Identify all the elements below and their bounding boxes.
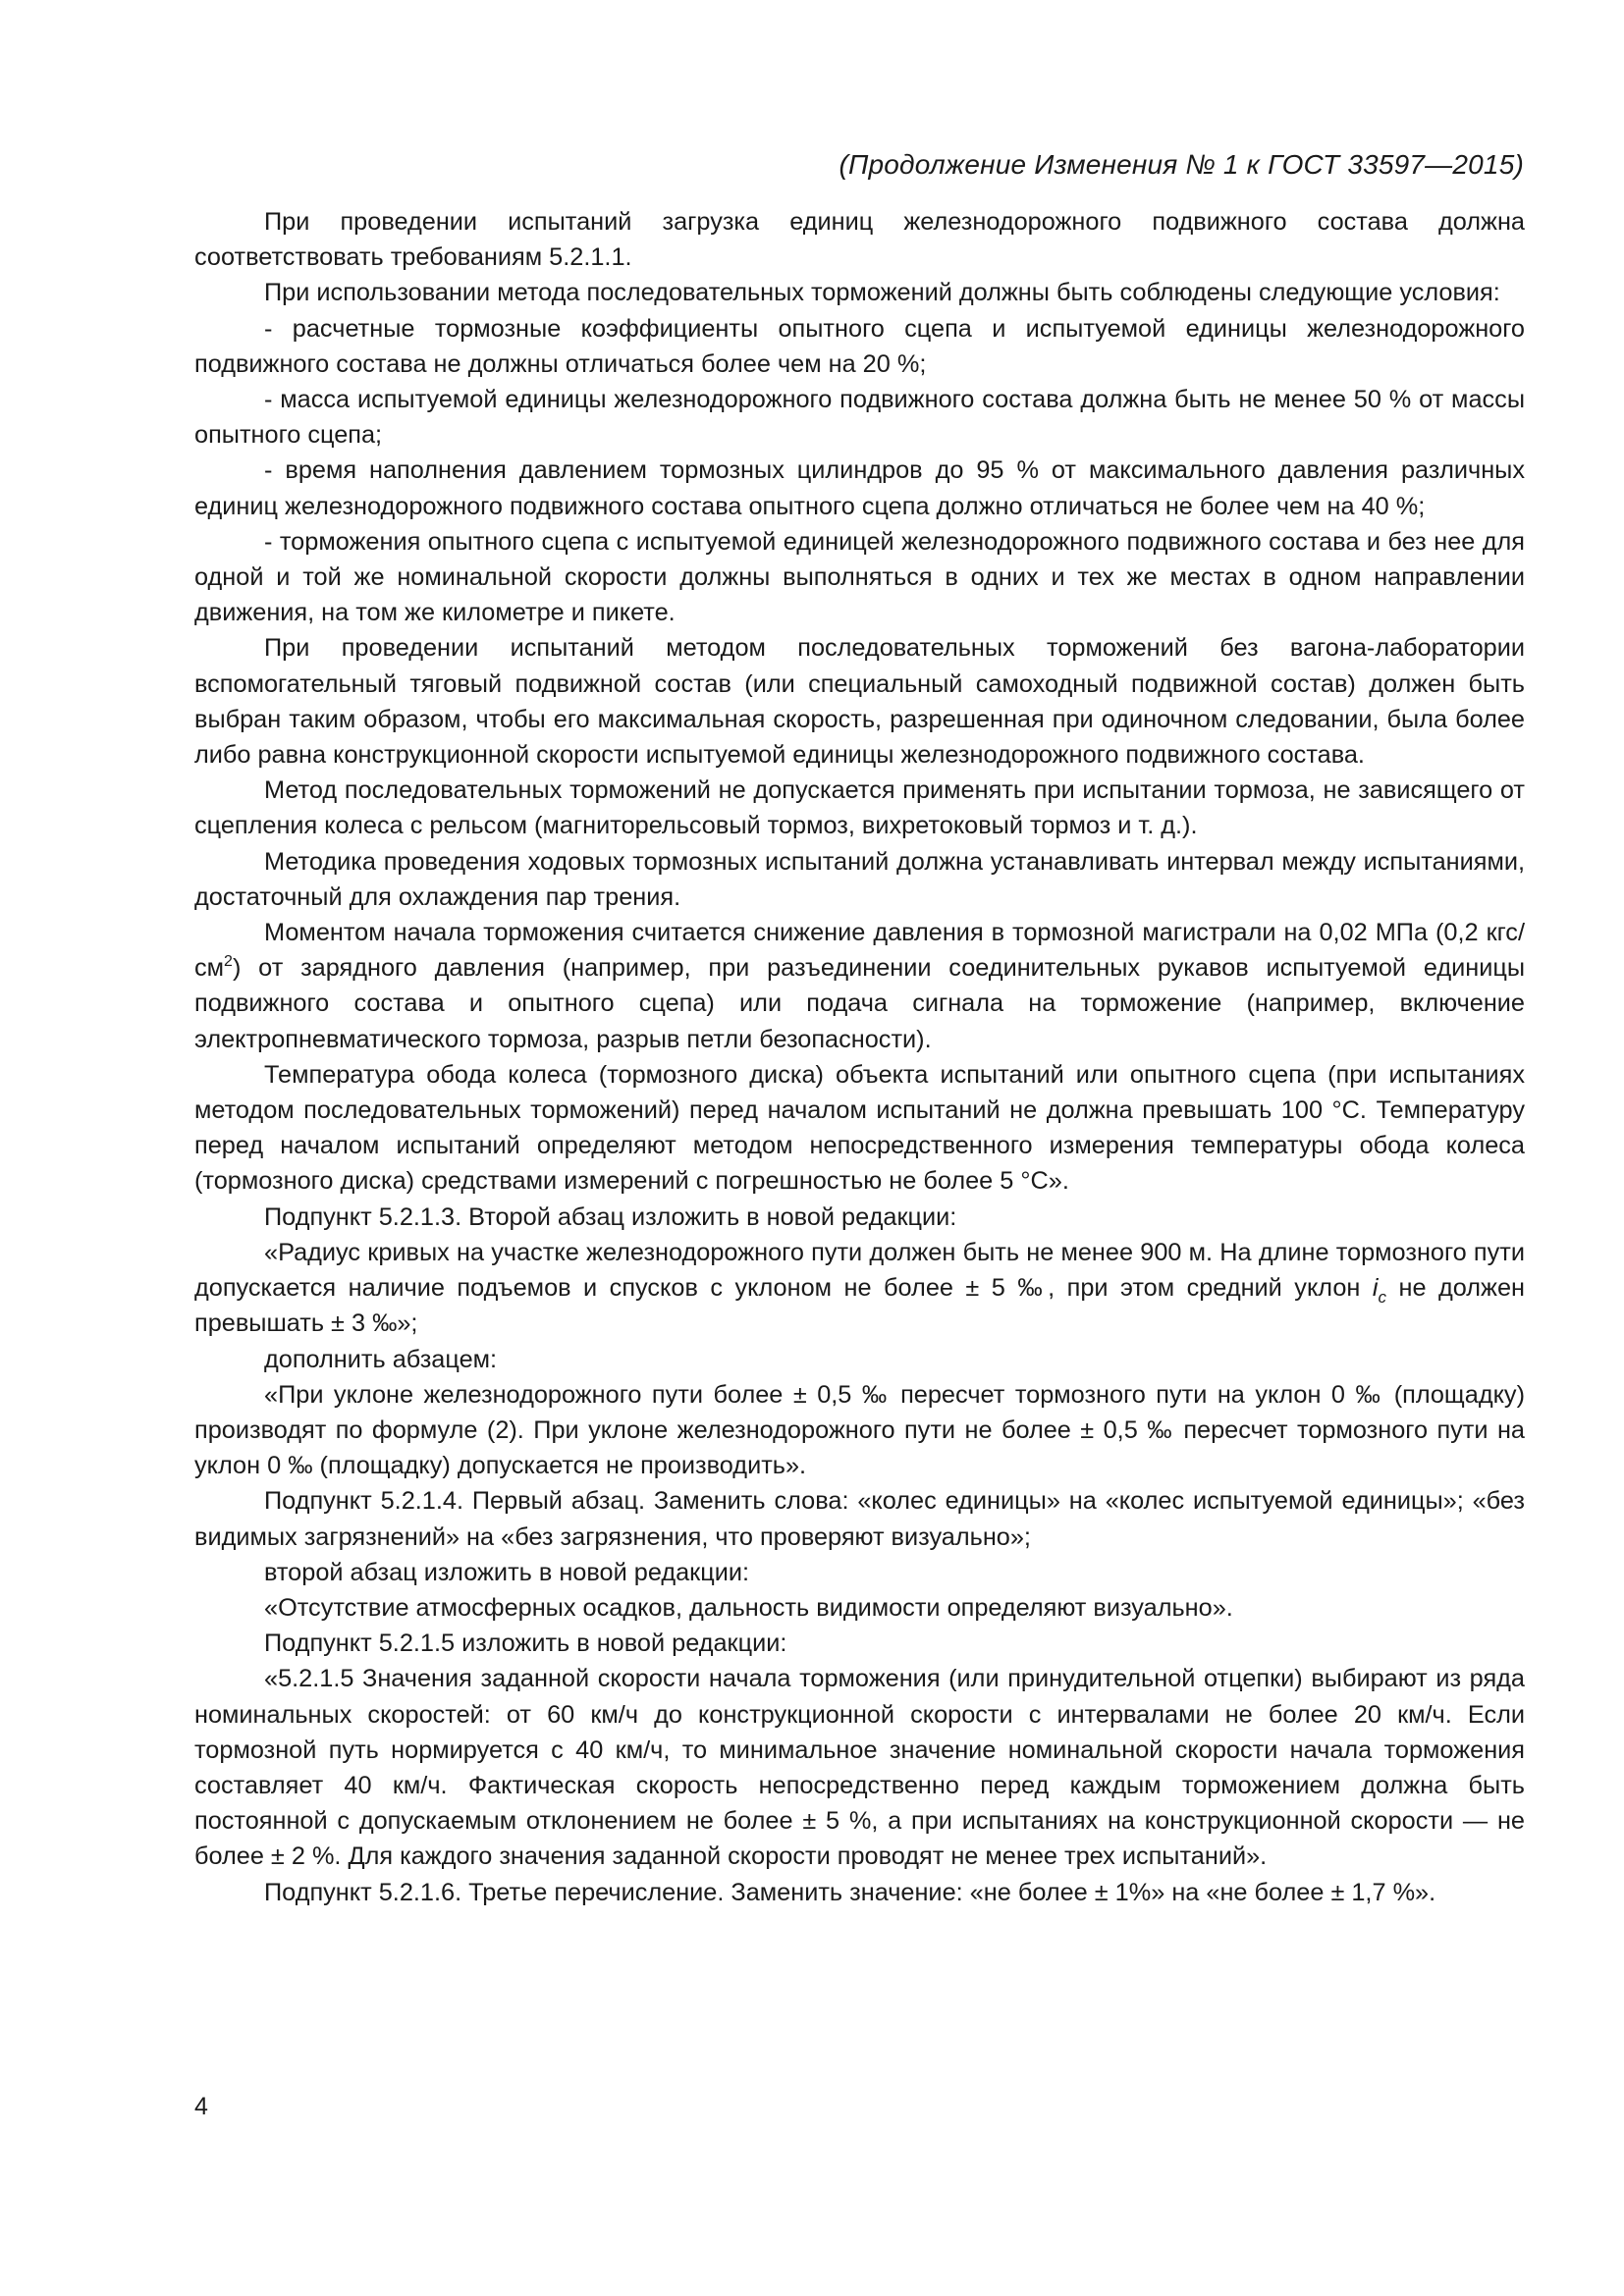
- paragraph: При использовании метода последовательных торможений должны быть соблюдены следующие условия:: [264, 279, 1500, 307]
- list-item: - масса испытуемой единицы железнодорожного подвижного состава должна быть не менее 50 % от массы опытного сцепа;: [194, 386, 1525, 450]
- paragraph: «5.2.1.5 Значения заданной скорости начала торможения (или принудительной отцепки) выбирают из ряда номинальных скоростей: от 60 км/ч до конструкционной скорости с интервалами не более 20 км/ч. Если тормозной путь нормируется с 40 км/ч, то минимальное значение номинальной скорости начала торможения составляет 40 км/ч. Фактическая скорость непосредственно перед каждым торможением должна быть постоянной с допускаемым отклонением не более ± 5 %, а при испытаниях на конструкционной скорости — не более ± 2 %. Для каждого значения заданной скорости проводят не менее трех испытаний».: [194, 1665, 1525, 1871]
- text-run: Моментом начала торможения считается снижение давления в тормозной магистрали на 0,02 МПа (0,2 кгс/см: [194, 919, 1525, 983]
- running-header: (Продолжение Изменения № 1 к ГОСТ 33597—2015): [839, 149, 1524, 180]
- paragraph-curve-radius: [194, 1235, 1525, 1342]
- variable-i: i: [1372, 1274, 1379, 1303]
- superscript: 2: [224, 953, 233, 971]
- paragraph: Подпункт 5.2.1.5 изложить в новой редакции:: [264, 1629, 787, 1658]
- paragraph: «Отсутствие атмосферных осадков, дальность видимости определяют визуально».: [264, 1593, 1233, 1622]
- paragraph: Метод последовательных торможений не допускается применять при испытании тормоза, не зависящего от сцепления колеса с рельсом (магниторельсовый тормоз, вихретоковый тормоз и т. д.).: [194, 776, 1525, 840]
- paragraph: При проведении испытаний методом последовательных торможений без вагона-лаборатории вспомогательный тяговый подвижной состав (или специальный самоходный подвижной состав) должен быть выбран таким образом, чтобы его максимальная скорость, разрешенная при одиночном следовании, была более либо равна конструкционной скорости испытуемой единицы железнодорожного подвижного состава.: [194, 634, 1525, 770]
- list-item: - торможения опытного сцепа с испытуемой единицей железнодорожного подвижного состава и без нее для одной и той же номинальной скорости должны выполняться в одних и тех же местах в одном направлении движения, на том же километре и пикете.: [194, 527, 1525, 627]
- page-number: 4: [194, 2093, 208, 2120]
- list-item: - расчетные тормозные коэффициенты опытного сцепа и испытуемой единицы железнодорожного подвижного состава не должны отличаться более чем на 20 %;: [194, 314, 1525, 378]
- list-item: - время наполнения давлением тормозных цилиндров до 95 % от максимального давления различных единиц железнодорожного подвижного состава опытного сцепа должно отличаться не более чем на 40 %;: [194, 456, 1525, 520]
- paragraph: дополнить абзацем:: [264, 1345, 498, 1373]
- paragraph: При проведении испытаний загрузка единиц железнодорожного подвижного состава должна соответствовать требованиям 5.2.1.1.: [194, 208, 1525, 272]
- document-body: [194, 204, 1525, 1910]
- paragraph: «При уклоне железнодорожного пути более ± 0,5 ‰ пересчет тормозного пути на уклон 0 ‰ (площадку) производят по формуле (2). При уклоне железнодорожного пути не более ± 0,5 ‰ пересчет тормозного пути на уклон 0 ‰ (площадку) допускается не производить».: [194, 1380, 1525, 1480]
- text-run: не должен превышать ± 3 ‰»;: [194, 1274, 1525, 1338]
- paragraph: Подпункт 5.2.1.3. Второй абзац изложить в новой редакции:: [264, 1202, 957, 1231]
- paragraph: Методика проведения ходовых тормозных испытаний должна устанавливать интервал между испытаниями, достаточный для охлаждения пар трения.: [194, 847, 1525, 911]
- paragraph-braking-start: [194, 915, 1525, 1057]
- paragraph: Подпункт 5.2.1.6. Третье перечисление. Заменить значение: «не более ± 1%» на «не более ± 1,7 %».: [264, 1878, 1436, 1906]
- subscript: с: [1378, 1288, 1386, 1308]
- paragraph: Подпункт 5.2.1.4. Первый абзац. Заменить слова: «колес единицы» на «колес испытуемой единицы»; «без видимых загрязнений» на «без загрязнения, что проверяют визуально»;: [194, 1487, 1525, 1551]
- paragraph: Температура обода колеса (тормозного диска) объекта испытаний или опытного сцепа (при испытаниях методом последовательных торможений) перед началом испытаний не должна превышать 100 °С. Температуру перед началом испытаний определяют методом непосредственного измерения температуры обода колеса (тормозного диска) средствами измерений с погрешностью не более 5 °С».: [194, 1060, 1525, 1196]
- text-run: ) от зарядного давления (например, при разъединении соединительных рукавов испытуемой единицы подвижного состава и опытного сцепа) или подача сигнала на торможение (например, включение электропневматического тормоза, разрыв петли безопасности).: [194, 954, 1525, 1053]
- paragraph: второй абзац изложить в новой редакции:: [264, 1558, 750, 1586]
- text-run: «Радиус кривых на участке железнодорожного пути должен быть не менее 900 м. На длине тормозного пути допускается наличие подъемов и спусков с уклоном не более ± 5 ‰, при этом средний уклон: [194, 1238, 1525, 1303]
